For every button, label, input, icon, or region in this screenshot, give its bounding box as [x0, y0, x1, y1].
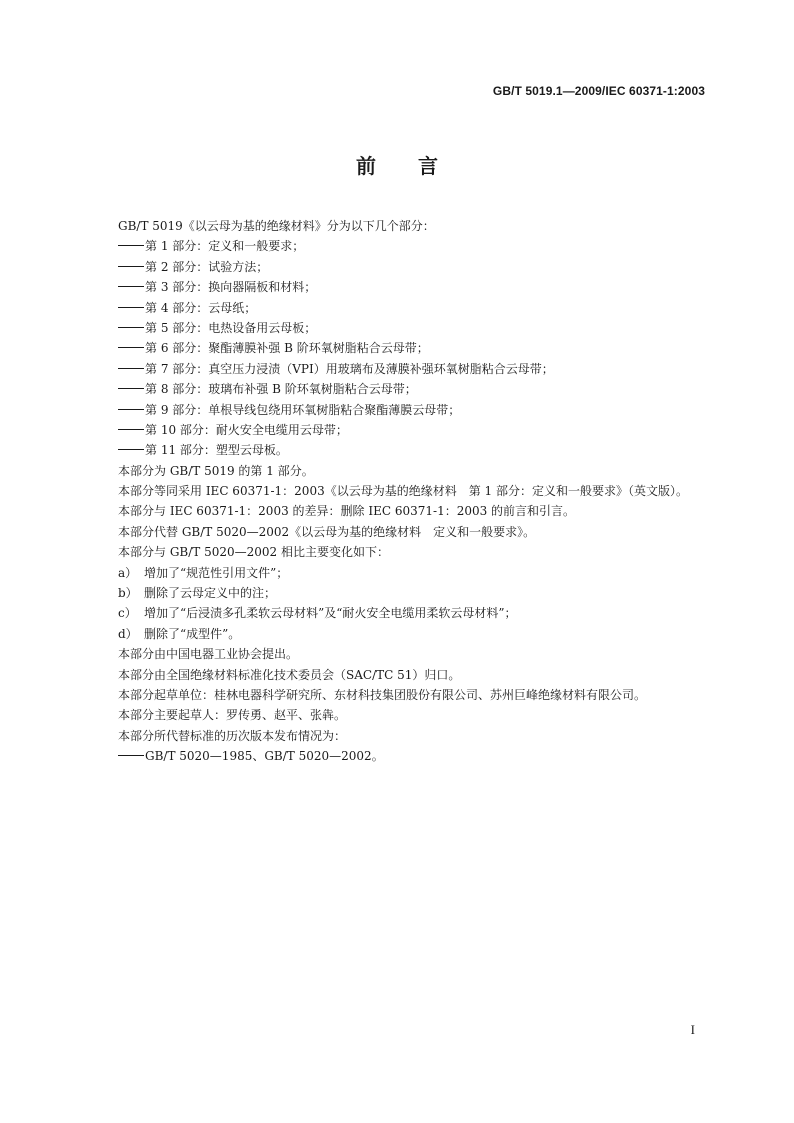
paragraph: 本部分起草单位：桂林电器科学研究所、东材科技集团股份有限公司、苏州巨峰绝缘材料有限公司。	[118, 687, 647, 702]
part-list-item	[118, 379, 718, 399]
change-text: 增加了“后浸渍多孔柔软云母材料”及“耐火安全电缆用柔软云母材料”；	[144, 606, 517, 621]
dash-mark	[118, 307, 144, 308]
paragraph: 本部分与 GB/T 5020—2002 相比主要变化如下：	[118, 545, 389, 560]
part-list-item	[118, 420, 718, 440]
part-list-item	[118, 277, 718, 297]
part-text: 第 5 部分：电热设备用云母板；	[145, 320, 317, 335]
dash-mark	[118, 347, 144, 348]
change-item	[118, 583, 718, 603]
intro-line: GB/T 5019《以云母为基的绝缘材料》分为以下几个部分：	[118, 219, 435, 233]
part-text: 第 7 部分：真空压力浸渍（VPI）用玻璃布及薄膜补强环氧树脂粘合云母带；	[145, 361, 554, 376]
paragraph: 本部分由中国电器工业协会提出。	[118, 647, 299, 662]
dash-mark	[118, 409, 144, 410]
change-marker: c）	[118, 606, 137, 621]
part-text: 第 11 部分：塑型云母板。	[145, 443, 288, 458]
part-list-item	[118, 298, 718, 318]
change-item	[118, 603, 718, 623]
change-text: 增加了“规范性引用文件”；	[144, 565, 289, 580]
page-number: I	[690, 1022, 695, 1037]
dash-mark	[118, 286, 144, 287]
paragraph: 本部分为 GB/T 5019 的第 1 部分。	[118, 463, 314, 478]
dash-mark	[118, 368, 144, 369]
part-text: 第 3 部分：换向器隔板和材料；	[145, 280, 317, 295]
paragraph: 本部分所代替标准的历次版本发布情况为：	[118, 728, 347, 743]
part-list-item	[118, 338, 718, 358]
dash-mark	[118, 429, 144, 430]
part-text: 第 4 部分：云母纸；	[145, 300, 257, 315]
standard-code-header: GB/T 5019.1—2009/IEC 60371-1:2003	[492, 84, 705, 98]
change-text: 删除了“成型件”。	[144, 626, 241, 641]
paragraph: 本部分由全国绝缘材料标准化技术委员会（SAC/TC 51）归口。	[118, 667, 461, 682]
history-item	[118, 746, 718, 766]
part-list-item	[118, 400, 718, 420]
part-text: 第 1 部分：定义和一般要求；	[145, 239, 305, 254]
part-text: 第 9 部分：单根导线包绕用环氧树脂粘合聚酯薄膜云母带；	[145, 402, 461, 417]
part-list-item	[118, 236, 718, 256]
part-list-item	[118, 359, 718, 379]
dash-mark	[118, 266, 144, 267]
change-item	[118, 563, 718, 583]
dash-mark	[118, 245, 144, 246]
change-text: 删除了云母定义中的注；	[144, 586, 277, 601]
paragraph: 本部分等同采用 IEC 60371-1：2003《以云母为基的绝缘材料 第 1 部分：定义和一般要求》（英文版）。	[118, 484, 688, 499]
document-body	[118, 216, 718, 767]
change-marker: a）	[118, 565, 138, 580]
part-list-item	[118, 257, 718, 277]
paragraph: 本部分代替 GB/T 5020—2002《以云母为基的绝缘材料 定义和一般要求》。	[118, 524, 536, 539]
part-text: 第 10 部分：耐火安全电缆用云母带；	[145, 422, 348, 437]
history-text: GB/T 5020—1985、GB/T 5020—2002。	[145, 749, 384, 764]
part-text: 第 2 部分：试验方法；	[145, 259, 269, 274]
part-text: 第 8 部分：玻璃布补强 B 阶环氧树脂粘合云母带；	[145, 382, 417, 397]
part-list-item	[118, 318, 718, 338]
paragraph: 本部分主要起草人：罗传勇、赵平、张犇。	[118, 708, 347, 723]
change-marker: d）	[118, 626, 138, 641]
dash-mark	[118, 449, 144, 450]
part-list-item	[118, 440, 718, 460]
change-marker: b）	[118, 586, 138, 601]
paragraph: 本部分与 IEC 60371-1：2003 的差异：删除 IEC 60371-1：2003 的前言和引言。	[118, 504, 576, 519]
page-title: 前言	[356, 154, 480, 178]
part-text: 第 6 部分：聚酯薄膜补强 B 阶环氧树脂粘合云母带；	[145, 341, 429, 356]
dash-mark	[118, 327, 144, 328]
dash-mark	[118, 755, 144, 756]
change-item	[118, 624, 718, 644]
dash-mark	[118, 388, 144, 389]
